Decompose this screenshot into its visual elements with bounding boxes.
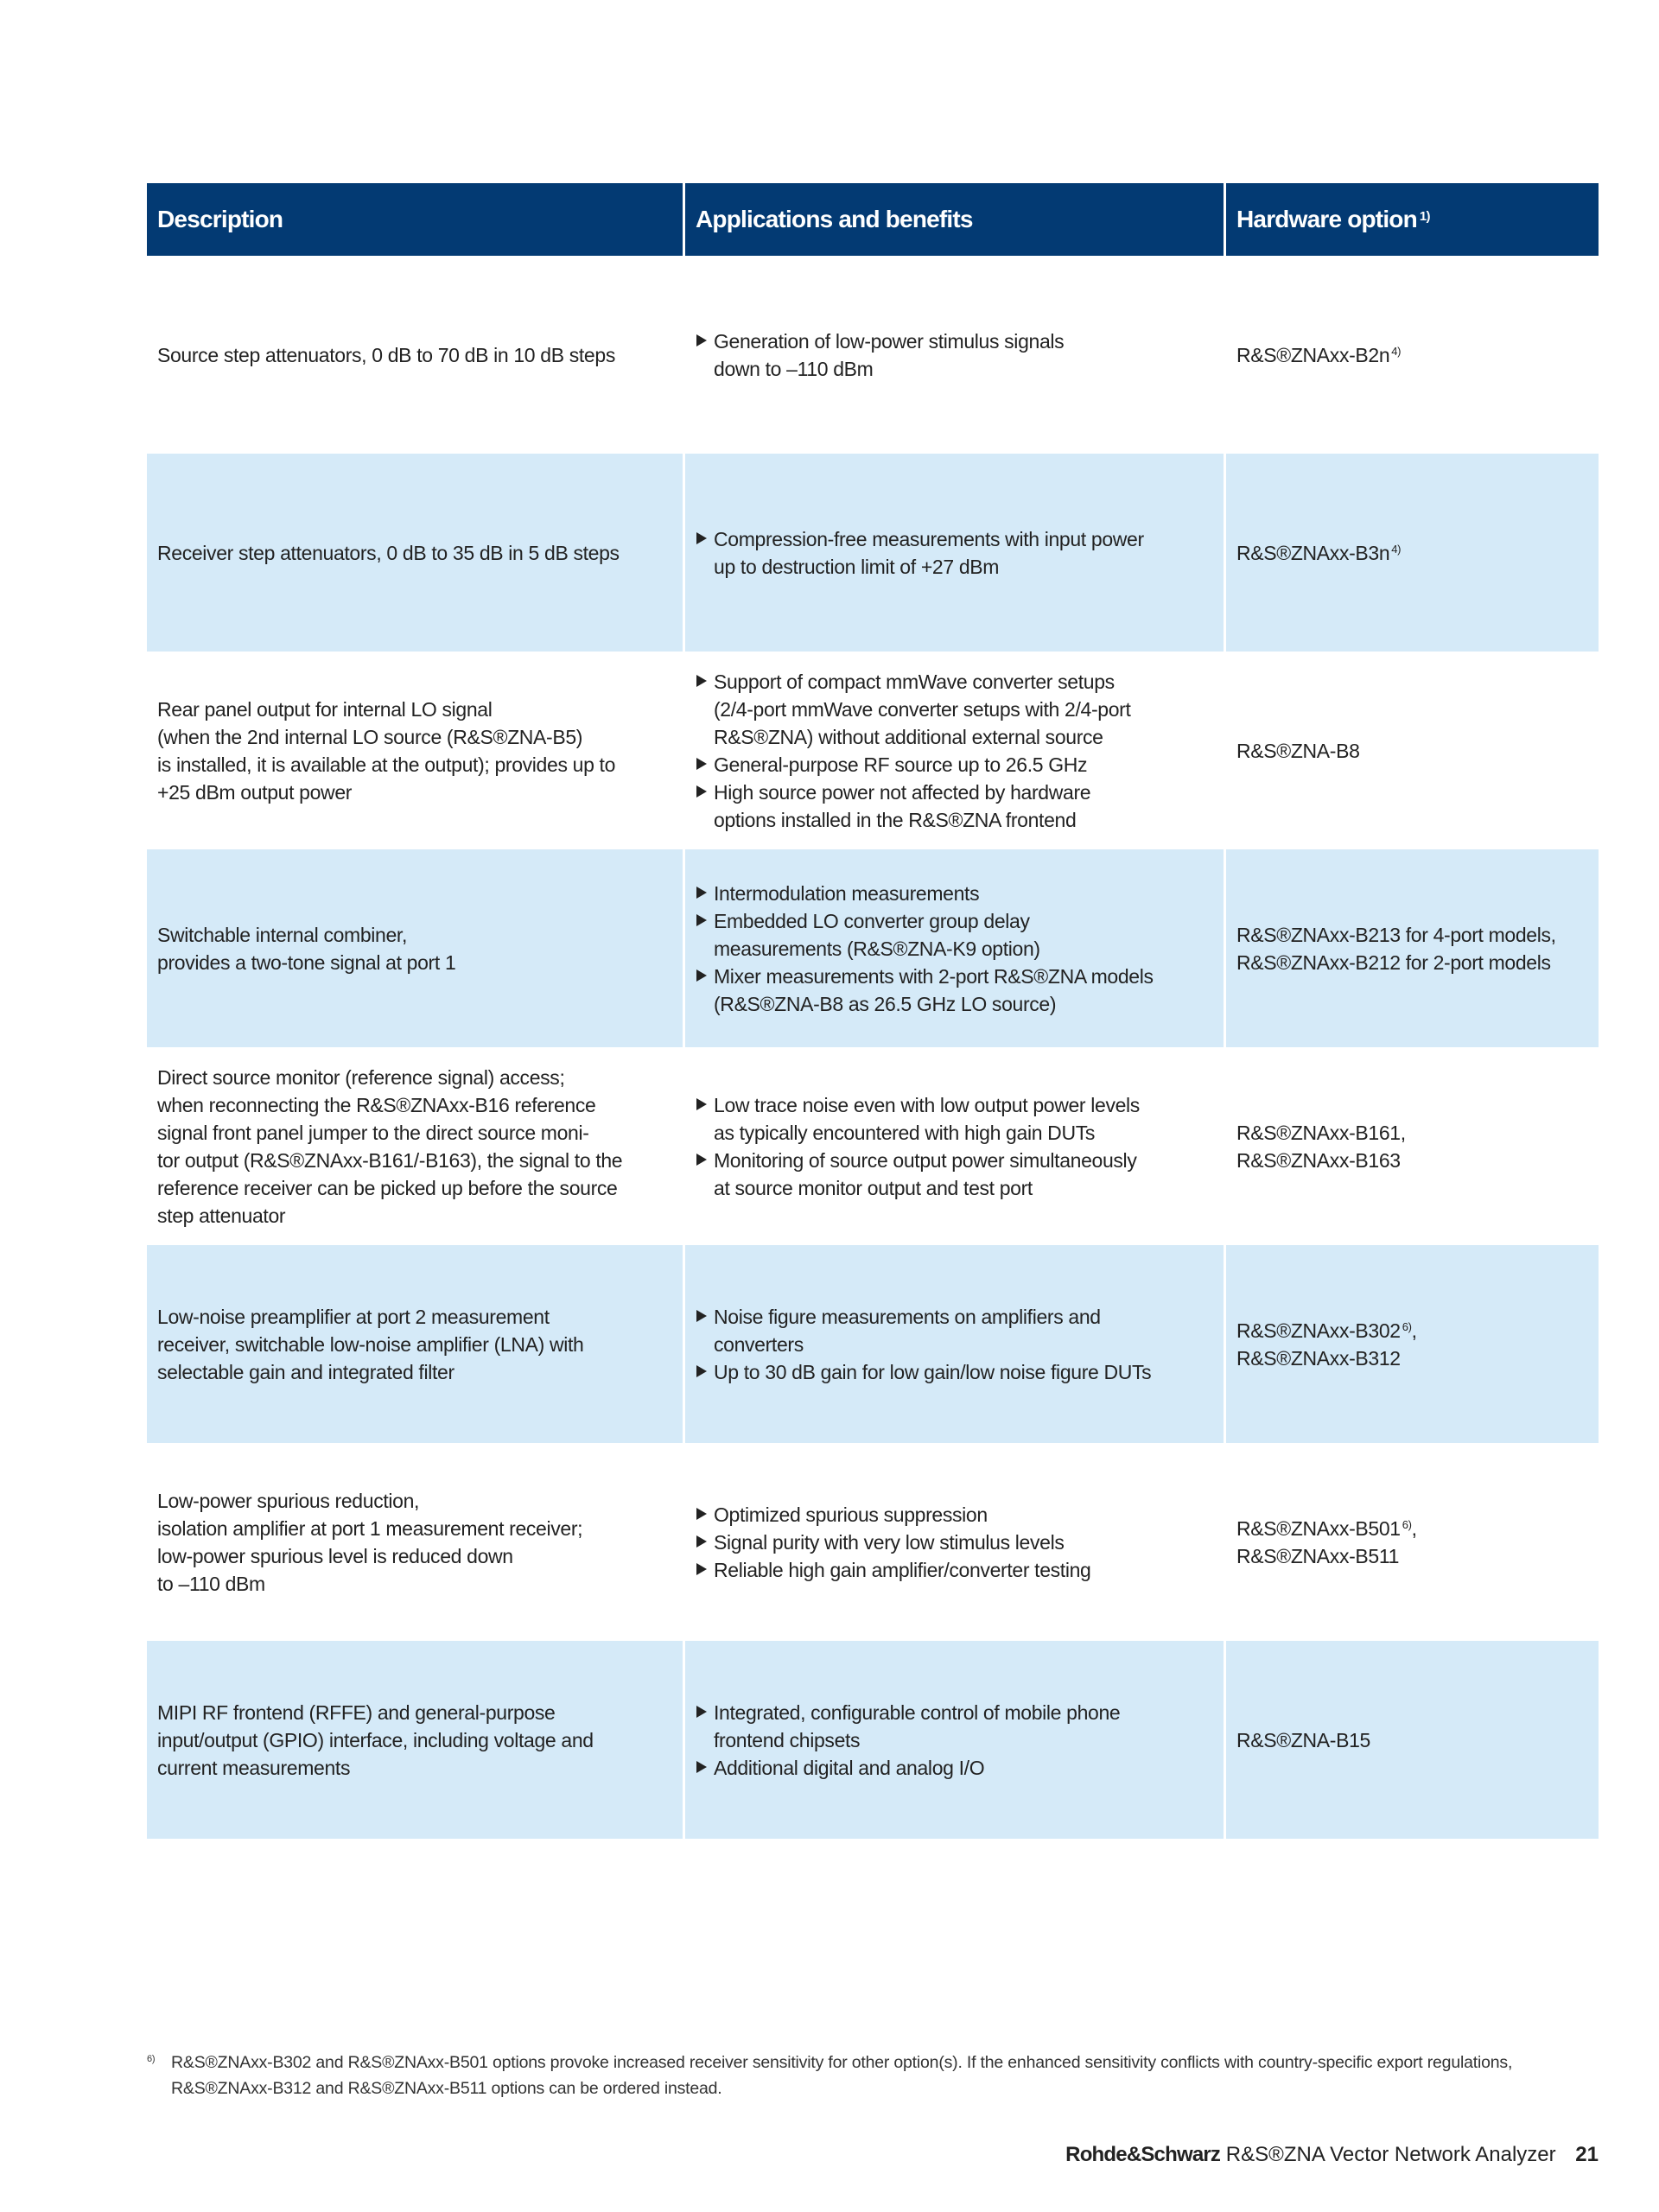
header-label: Hardware option <box>1236 206 1417 232</box>
table-row <box>147 1047 1599 1245</box>
option-code: R&S®ZNAxx-B302 <box>1236 1319 1401 1342</box>
bullet-line: General-purpose RF source up to 26.5 GHz <box>714 753 1088 776</box>
bullet-item <box>696 1699 1224 1754</box>
applications-cell <box>685 454 1226 652</box>
bullet-item <box>696 779 1224 834</box>
option-code: R&S®ZNAxx-B163 <box>1236 1148 1401 1172</box>
header-description <box>147 183 685 256</box>
applications-cell <box>685 1047 1226 1245</box>
page-number: 21 <box>1575 2143 1599 2166</box>
option-sep: , <box>1411 1516 1417 1540</box>
description-line: current measurements <box>157 1756 351 1779</box>
bullet-line: down to –110 dBm <box>714 357 874 380</box>
hardware-option-cell <box>1226 256 1599 454</box>
hardware-option-cell <box>1226 849 1599 1047</box>
hardware-option-line <box>1236 1119 1599 1147</box>
table-row <box>147 454 1599 652</box>
description-line: provides a two-tone signal at port 1 <box>157 950 456 974</box>
hardware-option-line <box>1236 949 1599 976</box>
description-cell <box>147 454 685 652</box>
bullet-line: converters <box>714 1332 804 1356</box>
description-line: Direct source monitor (reference signal) access; <box>157 1065 565 1089</box>
hardware-option-cell <box>1226 1245 1599 1443</box>
description-cell <box>147 849 685 1047</box>
table-row <box>147 1443 1599 1641</box>
description-line: (when the 2nd internal LO source (R&S®ZNA-B5) <box>157 725 583 748</box>
bullet-line: Support of compact mmWave converter setups <box>714 670 1115 693</box>
bullet-line: Embedded LO converter group delay <box>714 909 1030 932</box>
bullet-item <box>696 1556 1224 1584</box>
description-line: +25 dBm output power <box>157 780 353 804</box>
footnote-ref: 4) <box>1391 542 1402 556</box>
hardware-option-line <box>1236 539 1599 567</box>
option-code: R&S®ZNAxx-B501 <box>1236 1516 1401 1540</box>
table-row <box>147 256 1599 454</box>
bullet-line: options installed in the R&S®ZNA frontend <box>714 808 1077 831</box>
bullet-line: (2/4-port mmWave converter setups with 2/4-port <box>714 697 1131 721</box>
bullet-item <box>696 751 1224 779</box>
applications-cell <box>685 849 1226 1047</box>
description-cell <box>147 1641 685 1839</box>
option-sep: , <box>1411 1319 1417 1342</box>
option-code: R&S®ZNAxx-B161, <box>1236 1121 1406 1144</box>
description-line: Low-power spurious reduction, <box>157 1489 420 1512</box>
description-cell <box>147 652 685 849</box>
bullet-line: Mixer measurements with 2-port R&S®ZNA models <box>714 964 1154 988</box>
bullet-item <box>696 1091 1224 1147</box>
table-body <box>147 256 1599 1839</box>
bullet-line: Generation of low-power stimulus signals <box>714 329 1065 353</box>
bullet-item <box>696 1501 1224 1529</box>
options-table <box>147 183 1599 1839</box>
table-row <box>147 1245 1599 1443</box>
bullet-line: as typically encountered with high gain DUTs <box>714 1121 1096 1144</box>
hardware-option-line <box>1236 737 1599 765</box>
option-code: R&S®ZNAxx-B2n <box>1236 343 1390 366</box>
description-line: selectable gain and integrated filter <box>157 1360 454 1383</box>
option-code: R&S®ZNA-B8 <box>1236 739 1360 762</box>
hardware-option-line <box>1236 341 1599 369</box>
applications-cell <box>685 1245 1226 1443</box>
bullet-line: (R&S®ZNA-B8 as 26.5 GHz LO source) <box>714 992 1057 1015</box>
bullet-item <box>696 525 1224 581</box>
description-line: signal front panel jumper to the direct source moni- <box>157 1121 589 1144</box>
hardware-option-line <box>1236 1726 1599 1754</box>
page-footer <box>1065 2143 1599 2167</box>
header-hardware-option <box>1226 183 1599 256</box>
footnote <box>147 2050 1599 2101</box>
description-line: step attenuator <box>157 1204 286 1227</box>
description-line: reference receiver can be picked up before the source <box>157 1176 618 1199</box>
bullet-line: Additional digital and analog I/O <box>714 1756 985 1779</box>
hardware-option-line <box>1236 1147 1599 1174</box>
bullet-line: Signal purity with very low stimulus levels <box>714 1530 1065 1554</box>
option-code: R&S®ZNAxx-B511 <box>1236 1544 1400 1567</box>
bullet-line: up to destruction limit of +27 dBm <box>714 555 1000 578</box>
hardware-option-line <box>1236 1542 1599 1570</box>
brand-name: Rohde&Schwarz <box>1065 2143 1221 2166</box>
description-line: input/output (GPIO) interface, including voltage and <box>157 1728 594 1751</box>
applications-cell <box>685 652 1226 849</box>
applications-cell <box>685 1641 1226 1839</box>
bullet-item <box>696 1529 1224 1556</box>
description-line: receiver, switchable low-noise amplifier (LNA) with <box>157 1332 584 1356</box>
bullet-line: Reliable high gain amplifier/converter testing <box>714 1558 1091 1581</box>
description-cell <box>147 1245 685 1443</box>
header-label: Description <box>157 206 283 232</box>
option-code: R&S®ZNA-B15 <box>1236 1728 1370 1751</box>
footnote-ref: 6) <box>1402 1319 1412 1333</box>
description-line: low-power spurious level is reduced down <box>157 1544 513 1567</box>
header-applications <box>685 183 1226 256</box>
hardware-option-cell <box>1226 1047 1599 1245</box>
applications-cell <box>685 256 1226 454</box>
bullet-line: Compression-free measurements with input power <box>714 527 1144 550</box>
hardware-option-line <box>1236 1515 1599 1542</box>
option-code: R&S®ZNAxx-B212 for 2-port models <box>1236 950 1551 974</box>
description-line: when reconnecting the R&S®ZNAxx-B16 reference <box>157 1093 596 1116</box>
bullet-line: measurements (R&S®ZNA-K9 option) <box>714 937 1040 960</box>
description-cell <box>147 1047 685 1245</box>
table-row <box>147 1641 1599 1839</box>
hardware-option-cell <box>1226 1641 1599 1839</box>
bullet-line: Integrated, configurable control of mobile phone <box>714 1700 1121 1724</box>
bullet-line: Up to 30 dB gain for low gain/low noise figure DUTs <box>714 1360 1152 1383</box>
header-label: Applications and benefits <box>696 206 973 232</box>
hardware-option-line <box>1236 921 1599 949</box>
hardware-option-line <box>1236 1344 1599 1372</box>
bullet-line: at source monitor output and test port <box>714 1176 1033 1199</box>
table-row <box>147 849 1599 1047</box>
table-row <box>147 652 1599 849</box>
description-cell <box>147 1443 685 1641</box>
table-header <box>147 183 1599 256</box>
description-line: Switchable internal combiner, <box>157 923 408 946</box>
description-line: tor output (R&S®ZNAxx-B161/-B163), the signal to the <box>157 1148 623 1172</box>
description-line: is installed, it is available at the output); provides up to <box>157 753 616 776</box>
bullet-item <box>696 963 1224 1018</box>
bullet-line: Monitoring of source output power simultaneously <box>714 1148 1137 1172</box>
description-cell <box>147 256 685 454</box>
bullet-line: Low trace noise even with low output power levels <box>714 1093 1140 1116</box>
bullet-line: R&S®ZNA) without additional external source <box>714 725 1103 748</box>
bullet-item <box>696 1754 1224 1782</box>
option-code: R&S®ZNAxx-B312 <box>1236 1346 1401 1370</box>
hardware-option-cell <box>1226 1443 1599 1641</box>
description-line: Rear panel output for internal LO signal <box>157 697 493 721</box>
description-line: Source step attenuators, 0 dB to 70 dB in 10 dB steps <box>157 343 615 366</box>
option-code: R&S®ZNAxx-B3n <box>1236 541 1390 564</box>
hardware-option-line <box>1236 1317 1599 1344</box>
hardware-option-cell <box>1226 652 1599 849</box>
description-line: Receiver step attenuators, 0 dB to 35 dB in 5 dB steps <box>157 541 620 564</box>
description-line: MIPI RF frontend (RFFE) and general-purpose <box>157 1700 556 1724</box>
bullet-item <box>696 1358 1224 1386</box>
description-line: isolation amplifier at port 1 measurement receiver; <box>157 1516 583 1540</box>
bullet-item <box>696 1303 1224 1358</box>
bullet-item <box>696 880 1224 907</box>
bullet-line: Intermodulation measurements <box>714 881 980 905</box>
footnote-ref: 4) <box>1391 344 1402 358</box>
footnote-ref: 1) <box>1419 208 1430 224</box>
bullet-line: Noise figure measurements on amplifiers and <box>714 1305 1101 1328</box>
bullet-line: frontend chipsets <box>714 1728 861 1751</box>
footnote-ref: 6) <box>1402 1517 1412 1531</box>
bullet-line: High source power not affected by hardware <box>714 780 1091 804</box>
footnote-mark: 6) <box>147 2054 156 2064</box>
bullet-item <box>696 1147 1224 1202</box>
product-name: R&S®ZNA Vector Network Analyzer <box>1225 2143 1556 2166</box>
bullet-item <box>696 907 1224 963</box>
bullet-item <box>696 668 1224 751</box>
description-line: Low-noise preamplifier at port 2 measurement <box>157 1305 550 1328</box>
hardware-option-cell <box>1226 454 1599 652</box>
bullet-line: Optimized spurious suppression <box>714 1503 988 1526</box>
option-code: R&S®ZNAxx-B213 for 4-port models, <box>1236 923 1556 946</box>
bullet-item <box>696 327 1224 383</box>
description-line: to –110 dBm <box>157 1572 265 1595</box>
applications-cell <box>685 1443 1226 1641</box>
footnote-text: R&S®ZNAxx-B302 and R&S®ZNAxx-B501 options provoke increased receiver sensitivity for other option(s). If the enhanced sensitivity conflicts with country-specific export regulations, R&S®ZNAxx-B312 and R&S®ZNAxx-B511 options can be ordered instead. <box>171 2053 1513 2098</box>
